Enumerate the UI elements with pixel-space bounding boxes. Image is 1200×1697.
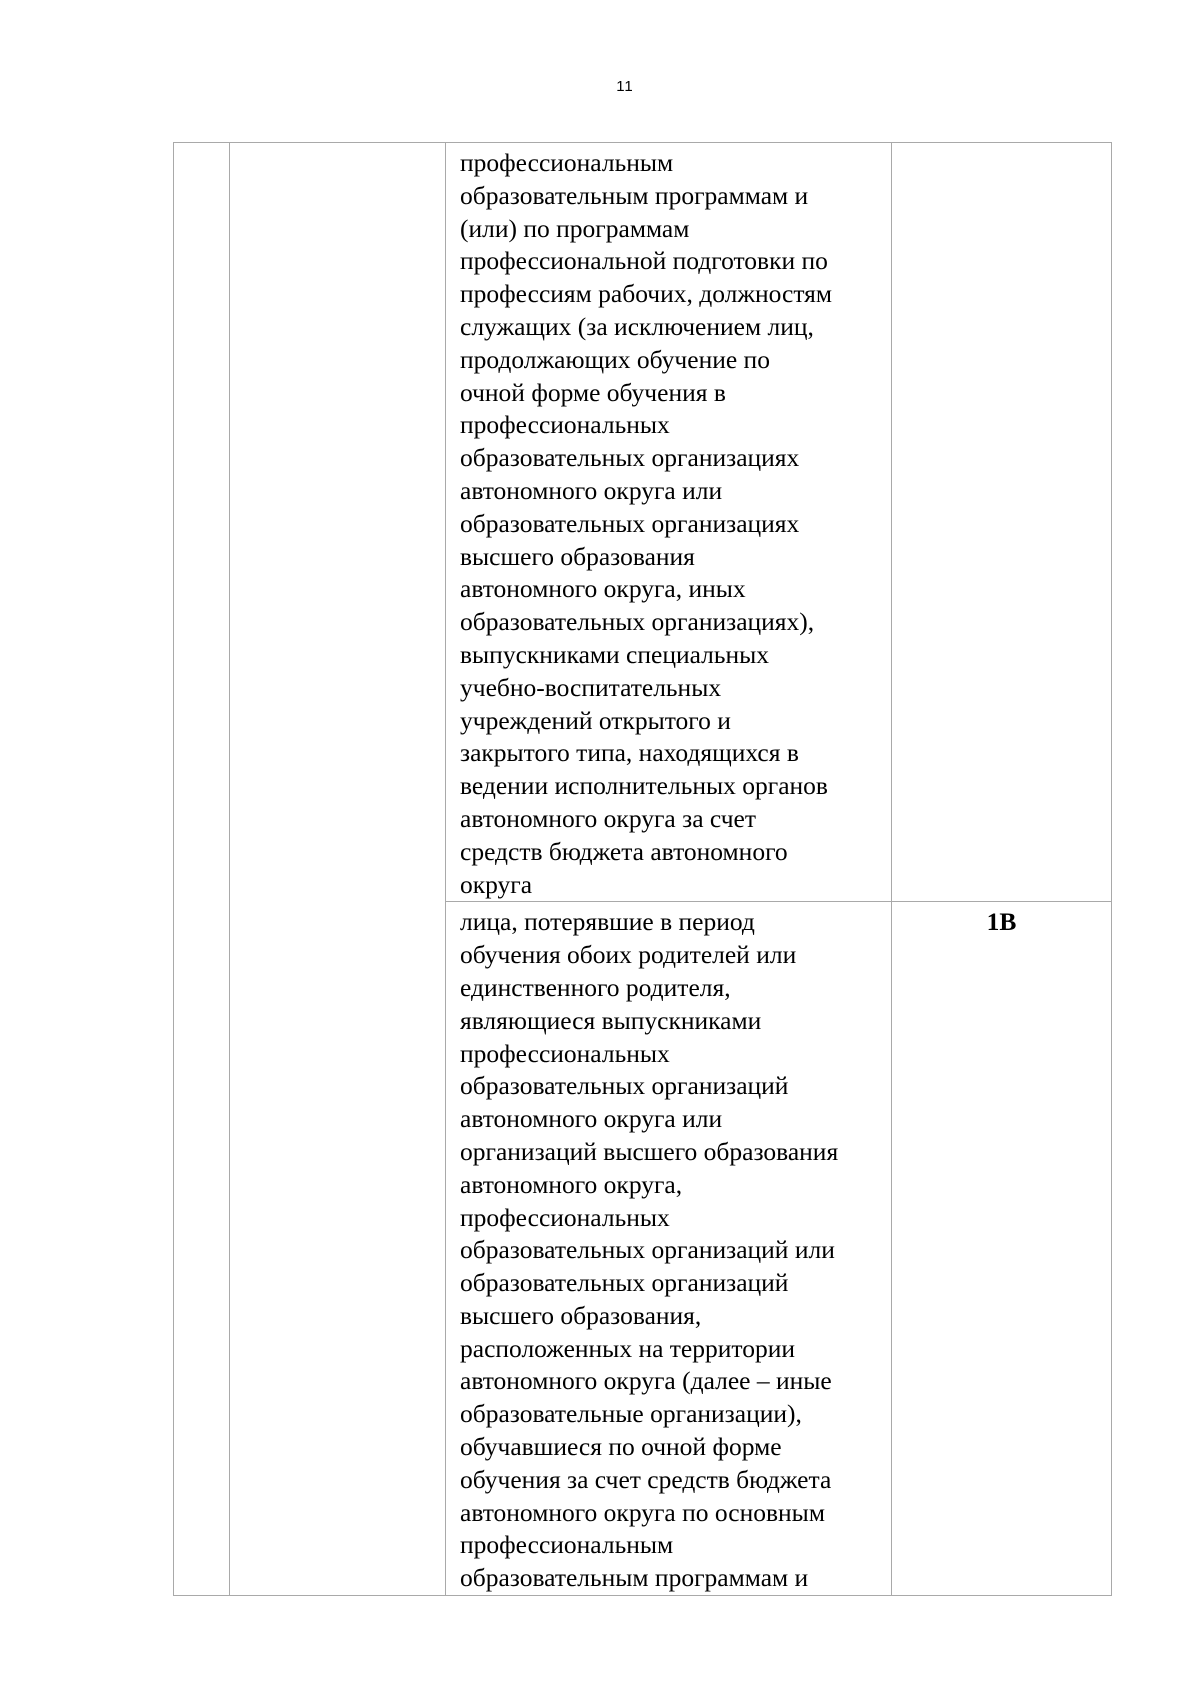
document-table <box>173 142 1112 1596</box>
category-cell <box>230 143 446 1596</box>
description-text: лица, потерявшие в период обучения обоих родителей или единственного родителя, являющиеся выпускниками профессиональных образовательных организаций автономного округа или организаций высшего образования автономного округа, профессиональных образовательных организаций или образовательных организаций высшего образования, расположенных на территории автономного округа (далее – иные образовательные организации), обучавшиеся по очной форме обучения за счет средств бюджета автономного округа по основным профессиональным образовательным программам и <box>460 907 839 1593</box>
code-cell <box>892 143 1112 902</box>
code-cell <box>892 902 1112 1596</box>
description-cell <box>446 143 892 902</box>
description-cell <box>446 902 892 1596</box>
code-text: 1В <box>986 907 1017 937</box>
description-text: профессиональным образовательным программам и (или) по программам профессиональной подготовки по профессиям рабочих, должностям служащих (за исключением лиц, продолжающих обучение по очной форме обучения в профессиональных образовательных организациях автономного округа или образовательных организациях высшего образования автономного округа, иных образовательных организациях), выпускниками специальных учебно-воспитательных учреждений открытого и закрытого типа, находящихся в ведении исполнительных органов автономного округа за счет средств бюджета автономного округа <box>460 148 833 899</box>
table-row <box>174 143 1112 902</box>
number-cell <box>174 143 230 1596</box>
page-number: 11 <box>616 78 634 95</box>
code-text <box>892 143 1111 147</box>
